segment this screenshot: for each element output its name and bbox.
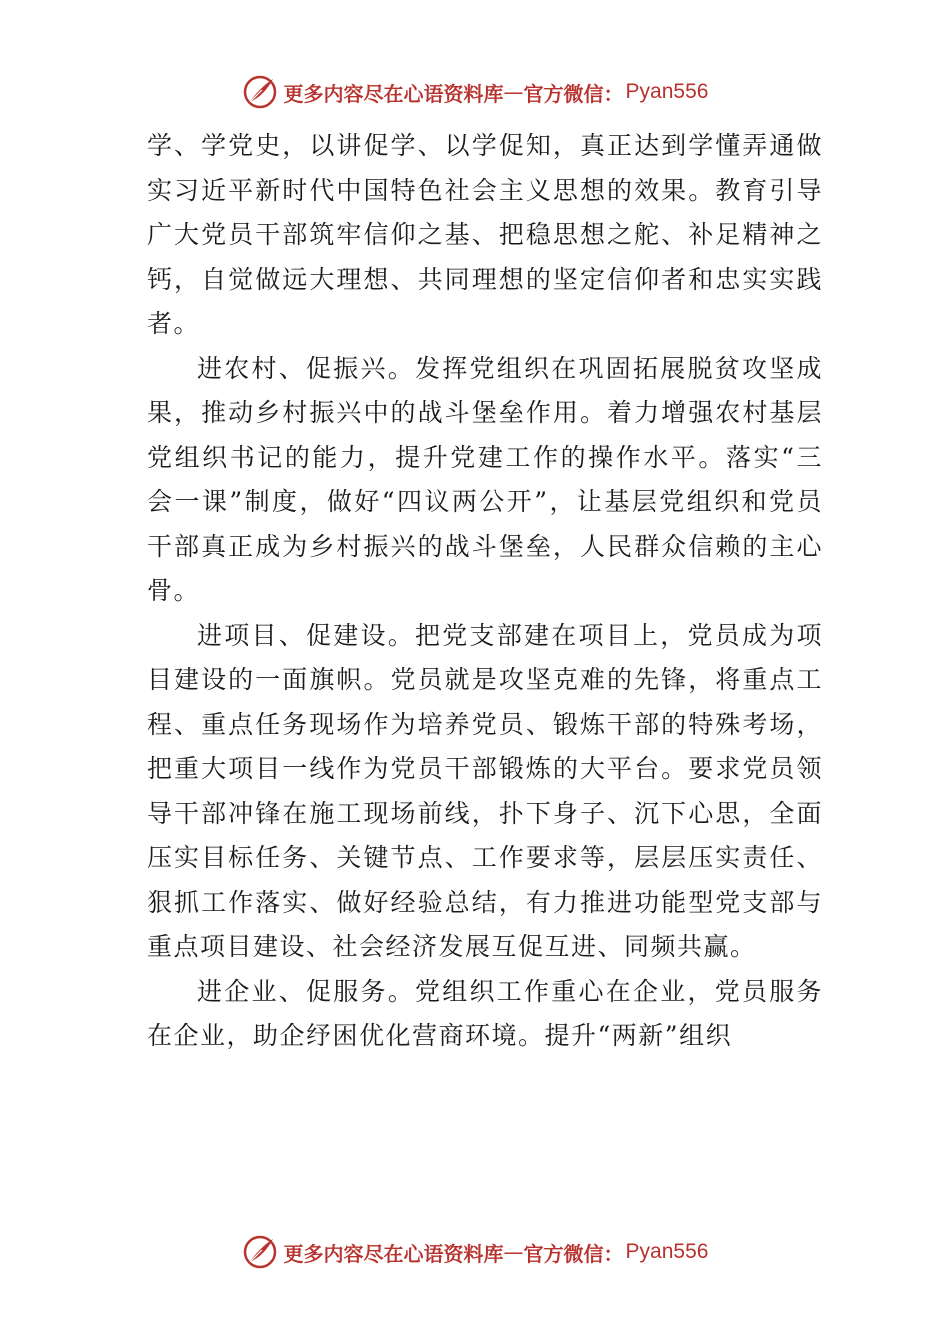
banner-wechat-id: Pyan556 [625, 1240, 709, 1263]
header-banner [0, 72, 950, 112]
paragraph-2: 进农村、促振兴。发挥党组织在巩固拓展脱贫攻坚成果，推动乡村振兴中的战斗堡垒作用。着力增强农村基层党组织书记的能力，提升党建工作的操作水平。落实“三会一课”制度，做好“四议两公开”，让基层党组织和党员干部真正成为乡村振兴的战斗堡垒，人民群众信赖的主心骨。 [147, 353, 823, 605]
document-body [147, 124, 823, 1059]
paragraph-4: 进企业、促服务。党组织工作重心在企业，党员服务在企业，助企纾困优化营商环境。提升“两新”组织 [147, 976, 823, 1050]
paragraph-3: 进项目、促建设。把党支部建在项目上，党员成为项目建设的一面旗帜。党员就是攻坚克难的先锋，将重点工程、重点任务现场作为培养党员、锻炼干部的特殊考场，把重大项目一线作为党员干部锻炼的大平台。要求党员领导干部冲锋在施工现场前线，扑下身子、沉下心思，全面压实目标任务、关键节点、工作要求等，层层压实责任、狠抓工作落实、做好经验总结，有力推进功能型党支部与重点项目建设、社会经济发展互促互进、同频共赢。 [147, 620, 823, 961]
feather-pen-logo-icon [242, 74, 278, 110]
banner-wechat-id: Pyan556 [625, 80, 709, 103]
banner-separator: — [503, 80, 524, 104]
paragraph-1: 学、学党史，以讲促学、以学促知，真正达到学懂弄通做实习近平新时代中国特色社会主义思想的效果。教育引导广大党员干部筑牢信仰之基、把稳思想之舵、补足精神之钙，自觉做远大理想、共同理想的坚定信仰者和忠实实践者。 [147, 131, 823, 338]
banner-main-text: 更多内容尽在心语资料库 [283, 1241, 504, 1266]
banner-main-text: 更多内容尽在心语资料库 [283, 81, 504, 106]
banner-wechat-label: 官方微信： [523, 81, 624, 106]
banner-wechat-label: 官方微信： [523, 1241, 624, 1266]
feather-pen-logo-icon [242, 1234, 278, 1270]
footer-banner [0, 1232, 950, 1272]
banner-separator: — [503, 1240, 524, 1264]
